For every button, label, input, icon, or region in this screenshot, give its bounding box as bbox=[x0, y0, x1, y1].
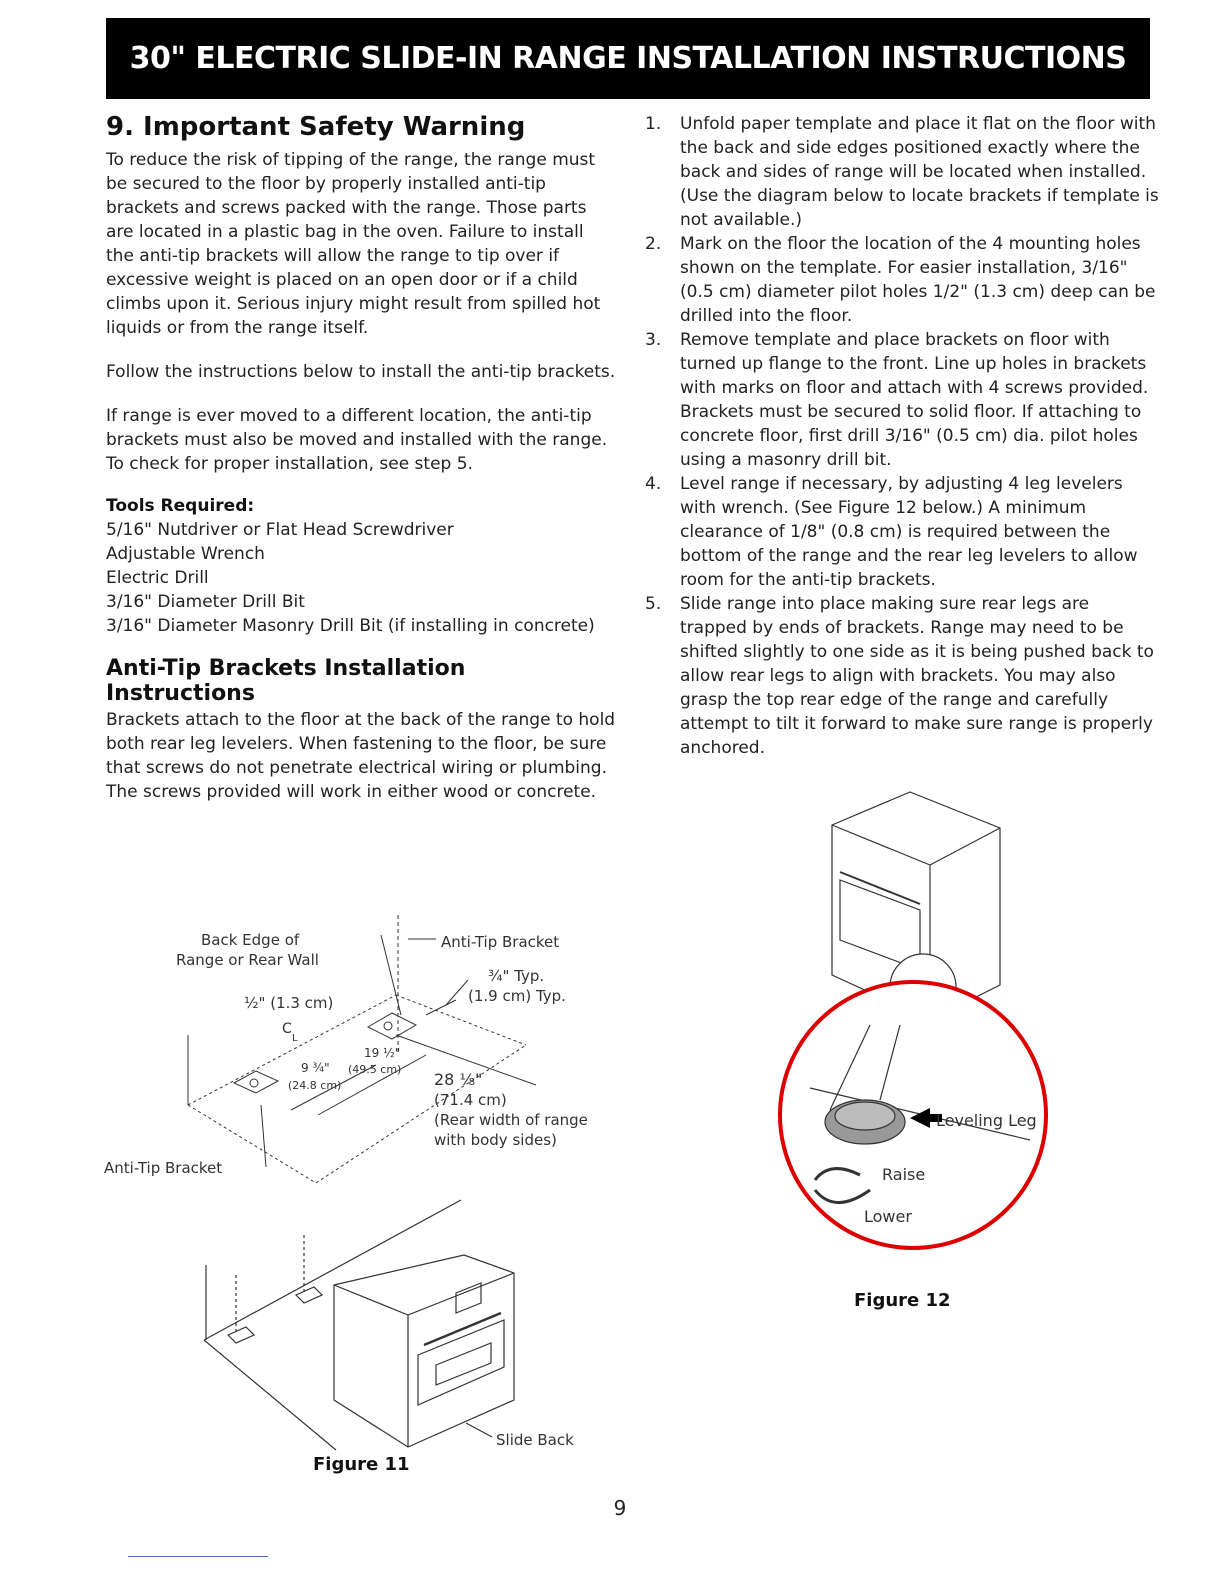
floor-edge bbox=[204, 1340, 336, 1450]
safety-paragraph-3: If range is ever moved to a different location, the anti-tip brackets must also be moved and installed with the range. To check for proper installation, see step 5. bbox=[106, 406, 608, 474]
label-typ-in: ¾" Typ. bbox=[488, 967, 545, 985]
leveling-leg-shape bbox=[835, 1102, 895, 1130]
label-rear-width: with body sides) bbox=[434, 1131, 557, 1149]
footer-rule bbox=[128, 1556, 268, 1557]
label-9cm: (24.8 cm) bbox=[288, 1079, 342, 1092]
tool-item: Electric Drill bbox=[106, 568, 209, 588]
step-text: Slide range into place making sure rear legs are trapped by ends of brackets. Range may need to be shifted slightly to one side as it is being pushed back to allow rear legs to align with brackets. You may also grasp the top rear edge of the range and carefully attempt to tilt it forward to make sure range is properly anchored. bbox=[680, 594, 1154, 758]
label-28in: 28 ⅛" bbox=[434, 1070, 483, 1089]
tool-item: Adjustable Wrench bbox=[106, 544, 265, 564]
label-raise: Raise bbox=[882, 1165, 926, 1184]
label-bracket-top: Anti-Tip Bracket bbox=[441, 933, 560, 951]
safety-paragraph-1: To reduce the risk of tipping of the range, the range must be secured to the floor by properly installed anti-tip brackets and screws packed with the range. Those parts are located in a plastic bag in the oven. Failure to install the anti-tip brackets will allow the range to tip over if excessive weight is placed on an open door or if a child climbs upon it. Serious injury might result from spilled hot liquids or from the range itself. bbox=[106, 150, 601, 338]
figure-11-range bbox=[196, 1195, 596, 1455]
steps-list bbox=[645, 112, 1160, 760]
step-number: 3. bbox=[645, 330, 662, 350]
label-leveling-leg: Leveling Leg bbox=[936, 1111, 1037, 1130]
label-typ-cm: (1.9 cm) Typ. bbox=[468, 987, 566, 1005]
label-slide-back: Slide Back bbox=[496, 1431, 574, 1449]
bracket-shape bbox=[234, 1071, 278, 1093]
right-column bbox=[645, 112, 1160, 760]
label-rear-width: (Rear width of range bbox=[434, 1111, 588, 1129]
label-half-inch: ½" (1.3 cm) bbox=[244, 994, 334, 1012]
step-text: Remove template and place brackets on floor with turned up flange to the front. Line up holes in brackets with marks on floor and attach with 4 screws provided. Brackets must be secured to solid floor. If attaching to concrete floor, first drill 3/16" (0.5 cm) dia. pilot holes using a masonry drill bit. bbox=[680, 330, 1149, 470]
tool-item: 3/16" Diameter Masonry Drill Bit (if installing in concrete) bbox=[106, 616, 595, 636]
label-lower: Lower bbox=[864, 1207, 912, 1226]
step-text: Mark on the floor the location of the 4 mounting holes shown on the template. For easier installation, 3/16" (0.5 cm) diameter pilot holes 1/2" (1.3 cm) deep can be drilled into the floor. bbox=[680, 234, 1156, 326]
label-19in: 19 ½" bbox=[364, 1046, 401, 1060]
step-item bbox=[645, 232, 1160, 328]
label-28cm: (71.4 cm) bbox=[434, 1091, 507, 1109]
figure-11-caption: Figure 11 bbox=[313, 1454, 410, 1475]
tool-item: 5/16" Nutdriver or Flat Head Screwdriver bbox=[106, 520, 454, 540]
label-back-edge: Back Edge of bbox=[201, 931, 300, 949]
bracket-shape bbox=[296, 1287, 322, 1303]
step-item bbox=[645, 472, 1160, 592]
step-item bbox=[645, 592, 1160, 760]
tools-heading: Tools Required: bbox=[106, 496, 255, 516]
step-number: 2. bbox=[645, 234, 662, 254]
bracket-hole bbox=[384, 1022, 392, 1030]
label-centerline-sub: L bbox=[292, 1033, 298, 1044]
tools-list bbox=[106, 496, 616, 638]
leader-line bbox=[466, 1423, 492, 1437]
label-9in: 9 ¾" bbox=[301, 1061, 330, 1075]
label-centerline: C bbox=[282, 1021, 292, 1037]
step-number: 4. bbox=[645, 474, 662, 494]
page-number: 9 bbox=[613, 1496, 627, 1520]
left-column bbox=[106, 112, 616, 824]
step-item bbox=[645, 112, 1160, 232]
label-back-edge: Range or Rear Wall bbox=[176, 951, 319, 969]
step-number: 5. bbox=[645, 594, 662, 614]
step-number: 1. bbox=[645, 114, 662, 134]
safety-paragraph-2: Follow the instructions below to install the anti-tip brackets. bbox=[106, 362, 616, 382]
figure-12-diagram bbox=[770, 780, 1060, 1280]
step-text: Unfold paper template and place it flat on the floor with the back and side edges positioned exactly where the back and sides of range will be located when installed. (Use the diagram below to locate brackets if template is not available.) bbox=[680, 114, 1159, 230]
antitip-paragraph: Brackets attach to the floor at the back of the range to hold both rear leg levelers. When fastening to the floor, be sure that screws do not penetrate electrical wiring or plumbing. The screws provided will work in either wood or concrete. bbox=[106, 710, 616, 802]
page-header: 30" ELECTRIC SLIDE-IN RANGE INSTALLATION INSTRUCTIONS bbox=[106, 18, 1150, 99]
leader-line bbox=[446, 980, 468, 1005]
label-19cm: (49.5 cm) bbox=[348, 1063, 402, 1076]
figure-12-caption: Figure 12 bbox=[854, 1290, 951, 1311]
step-item bbox=[645, 328, 1160, 472]
bracket-hole bbox=[250, 1079, 258, 1087]
bracket-shape bbox=[228, 1327, 254, 1343]
antitip-heading: Anti-Tip Brackets Installation Instructions bbox=[106, 656, 466, 706]
figure-11-diagram bbox=[96, 905, 616, 1195]
step-text: Level range if necessary, by adjusting 4 leg levelers with wrench. (See Figure 12 below.) A minimum clearance of 1/8" (0.8 cm) is required between the bottom of the range and the rear leg levelers to allow room for the anti-tip brackets. bbox=[680, 474, 1138, 590]
tool-item: 3/16" Diameter Drill Bit bbox=[106, 592, 305, 612]
label-bracket-bottom: Anti-Tip Bracket bbox=[104, 1159, 223, 1177]
safety-heading: 9. Important Safety Warning bbox=[106, 112, 526, 142]
leader-line bbox=[261, 1105, 266, 1167]
